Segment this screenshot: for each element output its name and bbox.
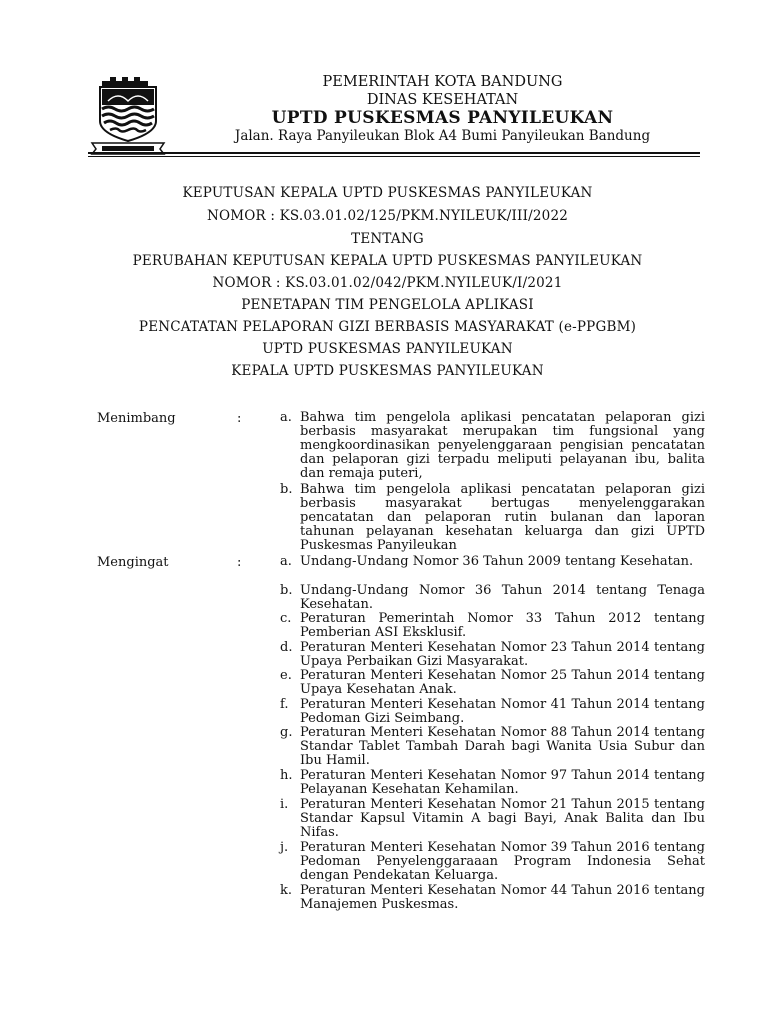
list-marker: e. — [280, 668, 292, 683]
mengingat-colon: : — [237, 555, 242, 570]
list-item-text: Peraturan Menteri Kesehatan Nomor 44 Tahun 2016 tentang Manajemen Puskesmas. — [300, 883, 705, 913]
list-item — [280, 555, 705, 569]
menimbang-label: Menimbang — [97, 411, 176, 426]
list-item-text: Peraturan Menteri Kesehatan Nomor 88 Tahun 2014 tentang Standar Tablet Tambah Darah bagi Wanita Usia Subur dan Ibu Hamil. — [300, 725, 705, 769]
issuer-line: KEPALA UPTD PUSKESMAS PANYILEUKAN — [231, 363, 544, 379]
mengingat-label: Mengingat — [97, 555, 169, 570]
list-item-text: Bahwa tim pengelola aplikasi pencatatan pelaporan gizi berbasis masyarakat bertugas menyelenggarakan pencatatan dan pelaporan rutin bulanan dan laporan tahunan pelayanan kesehatan keluarga dan gizi UPTD Puskesmas Panyileukan — [300, 482, 705, 554]
list-marker: j. — [280, 840, 289, 855]
list-item — [280, 884, 705, 912]
list-item — [280, 769, 705, 797]
subject-line-2: PENCATATAN PELAPORAN GIZI BERBASIS MASYARAKAT (e-PPGBM) — [138, 319, 637, 335]
letterhead-divider — [88, 152, 700, 154]
letterhead-address: Jalan. Raya Panyileukan Blok A4 Bumi Panyileukan Bandung — [234, 128, 651, 144]
list-item — [280, 669, 705, 697]
list-marker: a. — [280, 554, 292, 569]
list-item — [280, 411, 705, 481]
subject-line-1: PENETAPAN TIM PENGELOLA APLIKASI — [241, 297, 534, 313]
list-marker: a. — [280, 410, 292, 425]
list-marker: d. — [280, 640, 293, 655]
list-item-text: Peraturan Menteri Kesehatan Nomor 41 Tahun 2014 tentang Pedoman Gizi Seimbang. — [300, 697, 705, 727]
list-marker: i. — [280, 797, 289, 812]
list-item — [280, 798, 705, 840]
list-marker: h. — [280, 768, 293, 783]
letterhead-agency: DINAS KESEHATAN — [366, 92, 519, 108]
decree-about: TENTANG — [351, 231, 424, 247]
list-item — [280, 698, 705, 726]
list-item — [280, 841, 705, 883]
list-item-text: Undang-Undang Nomor 36 Tahun 2009 tentang Kesehatan. — [300, 554, 694, 569]
letterhead-government: PEMERINTAH KOTA BANDUNG — [322, 74, 563, 90]
list-item-text: Bahwa tim pengelola aplikasi pencatatan pelaporan gizi berbasis masyarakat merupakan tim fungsional yang mengkoordinasikan penyelenggaraan pengisian pencatatan dan pelaporan gizi terpadu meliputi pelayanan ibu, balita dan remaja puteri, — [300, 410, 705, 482]
list-item-text: Peraturan Menteri Kesehatan Nomor 21 Tahun 2015 tentang Standar Kapsul Vitamin A bagi Bayi, Anak Balita dan Ibu Nifas. — [300, 797, 705, 841]
list-item — [280, 726, 705, 768]
menimbang-colon: : — [237, 411, 242, 426]
list-item-text: Peraturan Menteri Kesehatan Nomor 39 Tahun 2016 tentang Pedoman Penyelenggaraaan Program Indonesia Sehat dengan Pendekatan Keluarga. — [300, 840, 705, 884]
list-item-text: Peraturan Menteri Kesehatan Nomor 97 Tahun 2014 tentang Pelayanan Kesehatan Kehamilan. — [300, 768, 705, 798]
amendment-number: NOMOR : KS.03.01.02/042/PKM.NYILEUK/I/2021 — [212, 275, 563, 291]
letterhead-divider-thin — [88, 156, 700, 157]
subject-line-3: UPTD PUSKESMAS PANYILEUKAN — [262, 341, 513, 357]
list-item-text: Undang-Undang Nomor 36 Tahun 2014 tentang Tenaga Kesehatan. — [300, 583, 705, 613]
list-item-text: Peraturan Pemerintah Nomor 33 Tahun 2012 tentang Pemberian ASI Eksklusif. — [300, 611, 705, 641]
bandung-city-crest-icon — [90, 75, 166, 155]
list-item-text: Peraturan Menteri Kesehatan Nomor 25 Tahun 2014 tentang Upaya Kesehatan Anak. — [300, 668, 705, 698]
list-marker: b. — [280, 482, 293, 497]
letterhead-institution: UPTD PUSKESMAS PANYILEUKAN — [271, 108, 614, 128]
list-marker: g. — [280, 725, 293, 740]
list-marker: c. — [280, 611, 292, 626]
decree-title: KEPUTUSAN KEPALA UPTD PUSKESMAS PANYILEUKAN — [182, 185, 593, 201]
decree-number: NOMOR : KS.03.01.02/125/PKM.NYILEUK/III/2022 — [206, 208, 569, 224]
amendment-title: PERUBAHAN KEPUTUSAN KEPALA UPTD PUSKESMAS PANYILEUKAN — [132, 253, 643, 269]
list-item-text: Peraturan Menteri Kesehatan Nomor 23 Tahun 2014 tentang Upaya Perbaikan Gizi Masyarakat. — [300, 640, 705, 670]
list-item — [280, 584, 705, 612]
list-item — [280, 483, 705, 553]
list-item — [280, 641, 705, 669]
list-marker: b. — [280, 583, 293, 598]
list-marker: k. — [280, 883, 293, 898]
list-item — [280, 612, 705, 640]
list-marker: f. — [280, 697, 289, 712]
